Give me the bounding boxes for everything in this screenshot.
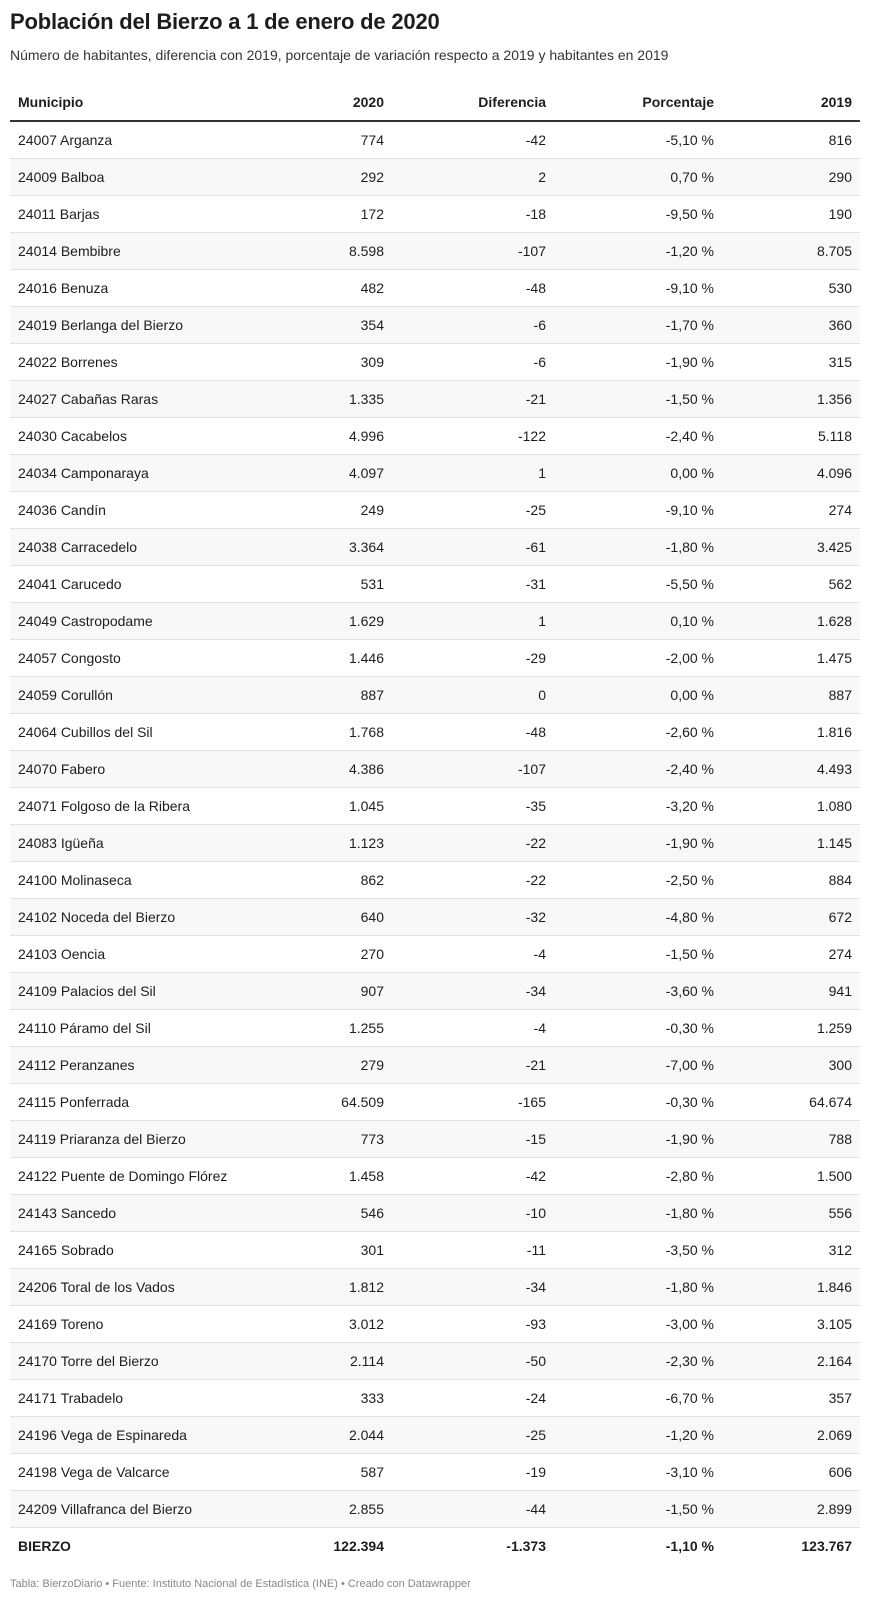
cell-diferencia: -11 xyxy=(392,1232,554,1269)
cell-2020: 640 xyxy=(260,899,392,936)
cell-2019: 562 xyxy=(722,566,860,603)
cell-2020: 887 xyxy=(260,677,392,714)
table-row xyxy=(10,1232,860,1269)
cell-2020: 4.996 xyxy=(260,418,392,455)
cell-porcentaje: -1,20 % xyxy=(554,233,722,270)
cell-porcentaje: -2,40 % xyxy=(554,751,722,788)
table-row xyxy=(10,714,860,751)
table-row xyxy=(10,1047,860,1084)
cell-2019: 360 xyxy=(722,307,860,344)
cell-2019: 1.259 xyxy=(722,1010,860,1047)
total-cell-municipio: BIERZO xyxy=(18,1538,71,1554)
cell-2020: 4.386 xyxy=(260,751,392,788)
table-row xyxy=(10,455,860,492)
table-header xyxy=(10,84,860,121)
cell-2020: 1.446 xyxy=(260,640,392,677)
cell-2019: 8.705 xyxy=(722,233,860,270)
cell-2020: 309 xyxy=(260,344,392,381)
cell-2019: 816 xyxy=(722,121,860,159)
cell-2020: 1.123 xyxy=(260,825,392,862)
cell-2019: 274 xyxy=(722,936,860,973)
cell-municipio: 24122 Puente de Domingo Flórez xyxy=(10,1158,260,1195)
cell-porcentaje: -7,00 % xyxy=(554,1047,722,1084)
table-row xyxy=(10,1269,860,1306)
cell-municipio: 24169 Toreno xyxy=(10,1306,260,1343)
header-diferencia[interactable]: Diferencia xyxy=(392,84,554,121)
cell-porcentaje: -1,20 % xyxy=(554,1417,722,1454)
cell-diferencia: -24 xyxy=(392,1380,554,1417)
table-row xyxy=(10,1343,860,1380)
table-row xyxy=(10,936,860,973)
cell-2019: 884 xyxy=(722,862,860,899)
cell-porcentaje: -1,70 % xyxy=(554,307,722,344)
cell-diferencia: -93 xyxy=(392,1306,554,1343)
cell-2019: 4.096 xyxy=(722,455,860,492)
cell-municipio: 24103 Oencia xyxy=(10,936,260,973)
cell-2019: 1.816 xyxy=(722,714,860,751)
cell-2020: 4.097 xyxy=(260,455,392,492)
cell-2020: 862 xyxy=(260,862,392,899)
cell-2020: 774 xyxy=(260,121,392,159)
cell-porcentaje: -2,80 % xyxy=(554,1158,722,1195)
cell-2019: 3.105 xyxy=(722,1306,860,1343)
header-municipio[interactable]: Municipio xyxy=(10,84,260,121)
cell-2020: 1.255 xyxy=(260,1010,392,1047)
cell-diferencia: -35 xyxy=(392,788,554,825)
cell-porcentaje: 0,70 % xyxy=(554,159,722,196)
header-2020[interactable]: 2020 xyxy=(260,84,392,121)
cell-diferencia: -44 xyxy=(392,1491,554,1528)
table-row xyxy=(10,751,860,788)
cell-diferencia: -50 xyxy=(392,1343,554,1380)
cell-2020: 333 xyxy=(260,1380,392,1417)
cell-2019: 312 xyxy=(722,1232,860,1269)
cell-municipio: 24070 Fabero xyxy=(10,751,260,788)
table-row xyxy=(10,1417,860,1454)
cell-2020: 64.509 xyxy=(260,1084,392,1121)
cell-porcentaje: -3,00 % xyxy=(554,1306,722,1343)
table-row xyxy=(10,677,860,714)
cell-diferencia: -107 xyxy=(392,751,554,788)
cell-2019: 1.846 xyxy=(722,1269,860,1306)
total-cell-2020: 122.394 xyxy=(333,1538,384,1554)
cell-municipio: 24016 Benuza xyxy=(10,270,260,307)
table-row xyxy=(10,270,860,307)
cell-diferencia: -15 xyxy=(392,1121,554,1158)
cell-2019: 672 xyxy=(722,899,860,936)
cell-2019: 357 xyxy=(722,1380,860,1417)
cell-municipio: 24064 Cubillos del Sil xyxy=(10,714,260,751)
cell-porcentaje: -0,30 % xyxy=(554,1084,722,1121)
cell-diferencia: -25 xyxy=(392,1417,554,1454)
cell-porcentaje: -2,50 % xyxy=(554,862,722,899)
cell-2019: 941 xyxy=(722,973,860,1010)
total-row xyxy=(10,1528,860,1565)
cell-municipio: 24071 Folgoso de la Ribera xyxy=(10,788,260,825)
cell-municipio: 24041 Carucedo xyxy=(10,566,260,603)
cell-municipio: 24027 Cabañas Raras xyxy=(10,381,260,418)
cell-porcentaje: -1,90 % xyxy=(554,825,722,862)
cell-porcentaje: -1,80 % xyxy=(554,1195,722,1232)
table-row xyxy=(10,121,860,159)
cell-diferencia: -34 xyxy=(392,973,554,1010)
cell-porcentaje: -1,90 % xyxy=(554,1121,722,1158)
cell-municipio: 24057 Congosto xyxy=(10,640,260,677)
cell-2020: 1.629 xyxy=(260,603,392,640)
table-row xyxy=(10,492,860,529)
cell-2020: 482 xyxy=(260,270,392,307)
cell-diferencia: -42 xyxy=(392,121,554,159)
cell-2020: 587 xyxy=(260,1454,392,1491)
cell-diferencia: -18 xyxy=(392,196,554,233)
cell-2020: 1.768 xyxy=(260,714,392,751)
cell-diferencia: -22 xyxy=(392,825,554,862)
cell-porcentaje: -3,60 % xyxy=(554,973,722,1010)
cell-municipio: 24059 Corullón xyxy=(10,677,260,714)
total-cell-porcentaje: -1,10 % xyxy=(665,1538,714,1554)
table-row xyxy=(10,529,860,566)
cell-municipio: 24014 Bembibre xyxy=(10,233,260,270)
cell-porcentaje: -2,00 % xyxy=(554,640,722,677)
cell-diferencia: -32 xyxy=(392,899,554,936)
cell-municipio: 24109 Palacios del Sil xyxy=(10,973,260,1010)
cell-diferencia: 1 xyxy=(392,603,554,640)
cell-2020: 1.812 xyxy=(260,1269,392,1306)
table-row xyxy=(10,1454,860,1491)
cell-2019: 190 xyxy=(722,196,860,233)
table-row xyxy=(10,381,860,418)
cell-diferencia: -61 xyxy=(392,529,554,566)
cell-municipio: 24036 Candín xyxy=(10,492,260,529)
cell-municipio: 24110 Páramo del Sil xyxy=(10,1010,260,1047)
cell-porcentaje: 0,00 % xyxy=(554,455,722,492)
cell-diferencia: -48 xyxy=(392,714,554,751)
cell-2019: 1.500 xyxy=(722,1158,860,1195)
cell-municipio: 24038 Carracedelo xyxy=(10,529,260,566)
cell-porcentaje: -9,10 % xyxy=(554,270,722,307)
cell-2020: 1.458 xyxy=(260,1158,392,1195)
cell-porcentaje: -1,50 % xyxy=(554,936,722,973)
cell-municipio: 24165 Sobrado xyxy=(10,1232,260,1269)
total-cell-2019: 123.767 xyxy=(801,1538,852,1554)
cell-diferencia: -19 xyxy=(392,1454,554,1491)
population-table xyxy=(10,84,860,1564)
table-row xyxy=(10,196,860,233)
table-row xyxy=(10,307,860,344)
table-row xyxy=(10,899,860,936)
cell-porcentaje: -3,50 % xyxy=(554,1232,722,1269)
source-footer: Tabla: BierzoDiario • Fuente: Instituto Nacional de Estadística (INE) • Creado con Datawrapper xyxy=(10,1578,471,1590)
cell-2019: 887 xyxy=(722,677,860,714)
page-subtitle: Número de habitantes, diferencia con 2019, porcentaje de variación respecto a 2019 y habitantes en 2019 xyxy=(10,47,669,63)
cell-municipio: 24206 Toral de los Vados xyxy=(10,1269,260,1306)
table-row xyxy=(10,1380,860,1417)
cell-2019: 1.475 xyxy=(722,640,860,677)
cell-porcentaje: -5,10 % xyxy=(554,121,722,159)
cell-porcentaje: -4,80 % xyxy=(554,899,722,936)
cell-2019: 606 xyxy=(722,1454,860,1491)
cell-municipio: 24030 Cacabelos xyxy=(10,418,260,455)
table-row xyxy=(10,344,860,381)
table-row xyxy=(10,159,860,196)
cell-diferencia: -22 xyxy=(392,862,554,899)
cell-2019: 4.493 xyxy=(722,751,860,788)
cell-2020: 354 xyxy=(260,307,392,344)
cell-diferencia: -25 xyxy=(392,492,554,529)
cell-2020: 2.114 xyxy=(260,1343,392,1380)
cell-2020: 773 xyxy=(260,1121,392,1158)
cell-porcentaje: 0,10 % xyxy=(554,603,722,640)
cell-porcentaje: -2,60 % xyxy=(554,714,722,751)
table-row xyxy=(10,1491,860,1528)
cell-2020: 1.045 xyxy=(260,788,392,825)
cell-porcentaje: -5,50 % xyxy=(554,566,722,603)
cell-2020: 907 xyxy=(260,973,392,1010)
cell-porcentaje: -3,10 % xyxy=(554,1454,722,1491)
cell-2020: 2.855 xyxy=(260,1491,392,1528)
header-porcentaje[interactable]: Porcentaje xyxy=(554,84,722,121)
cell-diferencia: 0 xyxy=(392,677,554,714)
cell-municipio: 24011 Barjas xyxy=(10,196,260,233)
cell-2019: 1.356 xyxy=(722,381,860,418)
cell-diferencia: 2 xyxy=(392,159,554,196)
cell-2019: 5.118 xyxy=(722,418,860,455)
table-row xyxy=(10,566,860,603)
table-row xyxy=(10,788,860,825)
table-row xyxy=(10,862,860,899)
cell-municipio: 24007 Arganza xyxy=(10,121,260,159)
cell-municipio: 24115 Ponferrada xyxy=(10,1084,260,1121)
cell-municipio: 24022 Borrenes xyxy=(10,344,260,381)
cell-municipio: 24209 Villafranca del Bierzo xyxy=(10,1491,260,1528)
cell-porcentaje: -2,40 % xyxy=(554,418,722,455)
cell-2019: 315 xyxy=(722,344,860,381)
cell-municipio: 24196 Vega de Espinareda xyxy=(10,1417,260,1454)
cell-diferencia: 1 xyxy=(392,455,554,492)
table-row xyxy=(10,1306,860,1343)
header-row xyxy=(10,84,860,121)
cell-diferencia: -42 xyxy=(392,1158,554,1195)
table-row xyxy=(10,640,860,677)
cell-diferencia: -34 xyxy=(392,1269,554,1306)
cell-porcentaje: -1,80 % xyxy=(554,529,722,566)
cell-diferencia: -31 xyxy=(392,566,554,603)
cell-diferencia: -48 xyxy=(392,270,554,307)
cell-2019: 1.080 xyxy=(722,788,860,825)
cell-2020: 3.012 xyxy=(260,1306,392,1343)
cell-2019: 788 xyxy=(722,1121,860,1158)
cell-diferencia: -107 xyxy=(392,233,554,270)
total-cell-diferencia: -1.373 xyxy=(506,1538,546,1554)
cell-municipio: 24143 Sancedo xyxy=(10,1195,260,1232)
page-title: Población del Bierzo a 1 de enero de 2020 xyxy=(10,9,440,34)
cell-porcentaje: 0,00 % xyxy=(554,677,722,714)
cell-2020: 3.364 xyxy=(260,529,392,566)
cell-2019: 2.899 xyxy=(722,1491,860,1528)
table-body xyxy=(10,121,860,1528)
table-row xyxy=(10,1195,860,1232)
cell-porcentaje: -1,50 % xyxy=(554,381,722,418)
cell-2020: 2.044 xyxy=(260,1417,392,1454)
cell-2019: 1.628 xyxy=(722,603,860,640)
cell-porcentaje: -0,30 % xyxy=(554,1010,722,1047)
cell-porcentaje: -1,80 % xyxy=(554,1269,722,1306)
cell-2020: 292 xyxy=(260,159,392,196)
cell-2020: 546 xyxy=(260,1195,392,1232)
cell-municipio: 24009 Balboa xyxy=(10,159,260,196)
cell-2019: 556 xyxy=(722,1195,860,1232)
table-row xyxy=(10,233,860,270)
cell-porcentaje: -9,10 % xyxy=(554,492,722,529)
cell-municipio: 24198 Vega de Valcarce xyxy=(10,1454,260,1491)
cell-porcentaje: -9,50 % xyxy=(554,196,722,233)
cell-2020: 301 xyxy=(260,1232,392,1269)
cell-municipio: 24119 Priaranza del Bierzo xyxy=(10,1121,260,1158)
cell-2019: 2.069 xyxy=(722,1417,860,1454)
cell-porcentaje: -6,70 % xyxy=(554,1380,722,1417)
cell-porcentaje: -2,30 % xyxy=(554,1343,722,1380)
cell-2019: 3.425 xyxy=(722,529,860,566)
table-row xyxy=(10,1158,860,1195)
table-row xyxy=(10,418,860,455)
table-row xyxy=(10,825,860,862)
cell-2020: 531 xyxy=(260,566,392,603)
cell-diferencia: -165 xyxy=(392,1084,554,1121)
cell-diferencia: -6 xyxy=(392,344,554,381)
cell-2020: 270 xyxy=(260,936,392,973)
cell-diferencia: -4 xyxy=(392,1010,554,1047)
cell-2020: 249 xyxy=(260,492,392,529)
cell-2020: 1.335 xyxy=(260,381,392,418)
cell-municipio: 24049 Castropodame xyxy=(10,603,260,640)
cell-porcentaje: -1,50 % xyxy=(554,1491,722,1528)
cell-diferencia: -122 xyxy=(392,418,554,455)
cell-municipio: 24034 Camponaraya xyxy=(10,455,260,492)
cell-diferencia: -4 xyxy=(392,936,554,973)
cell-municipio: 24102 Noceda del Bierzo xyxy=(10,899,260,936)
cell-municipio: 24019 Berlanga del Bierzo xyxy=(10,307,260,344)
cell-2020: 279 xyxy=(260,1047,392,1084)
table-row xyxy=(10,973,860,1010)
cell-municipio: 24171 Trabadelo xyxy=(10,1380,260,1417)
cell-diferencia: -21 xyxy=(392,381,554,418)
table-row xyxy=(10,1084,860,1121)
table-footer xyxy=(10,1528,860,1565)
cell-porcentaje: -1,90 % xyxy=(554,344,722,381)
cell-2019: 300 xyxy=(722,1047,860,1084)
cell-municipio: 24083 Igüeña xyxy=(10,825,260,862)
cell-2020: 172 xyxy=(260,196,392,233)
cell-municipio: 24112 Peranzanes xyxy=(10,1047,260,1084)
table-row xyxy=(10,1121,860,1158)
cell-municipio: 24170 Torre del Bierzo xyxy=(10,1343,260,1380)
cell-2019: 530 xyxy=(722,270,860,307)
table-row xyxy=(10,603,860,640)
cell-porcentaje: -3,20 % xyxy=(554,788,722,825)
cell-diferencia: -10 xyxy=(392,1195,554,1232)
cell-2019: 2.164 xyxy=(722,1343,860,1380)
cell-2019: 290 xyxy=(722,159,860,196)
cell-2019: 274 xyxy=(722,492,860,529)
cell-municipio: 24100 Molinaseca xyxy=(10,862,260,899)
cell-2019: 64.674 xyxy=(722,1084,860,1121)
table-row xyxy=(10,1010,860,1047)
header-2019[interactable]: 2019 xyxy=(722,84,860,121)
cell-diferencia: -6 xyxy=(392,307,554,344)
cell-2020: 8.598 xyxy=(260,233,392,270)
cell-diferencia: -21 xyxy=(392,1047,554,1084)
cell-diferencia: -29 xyxy=(392,640,554,677)
cell-2019: 1.145 xyxy=(722,825,860,862)
